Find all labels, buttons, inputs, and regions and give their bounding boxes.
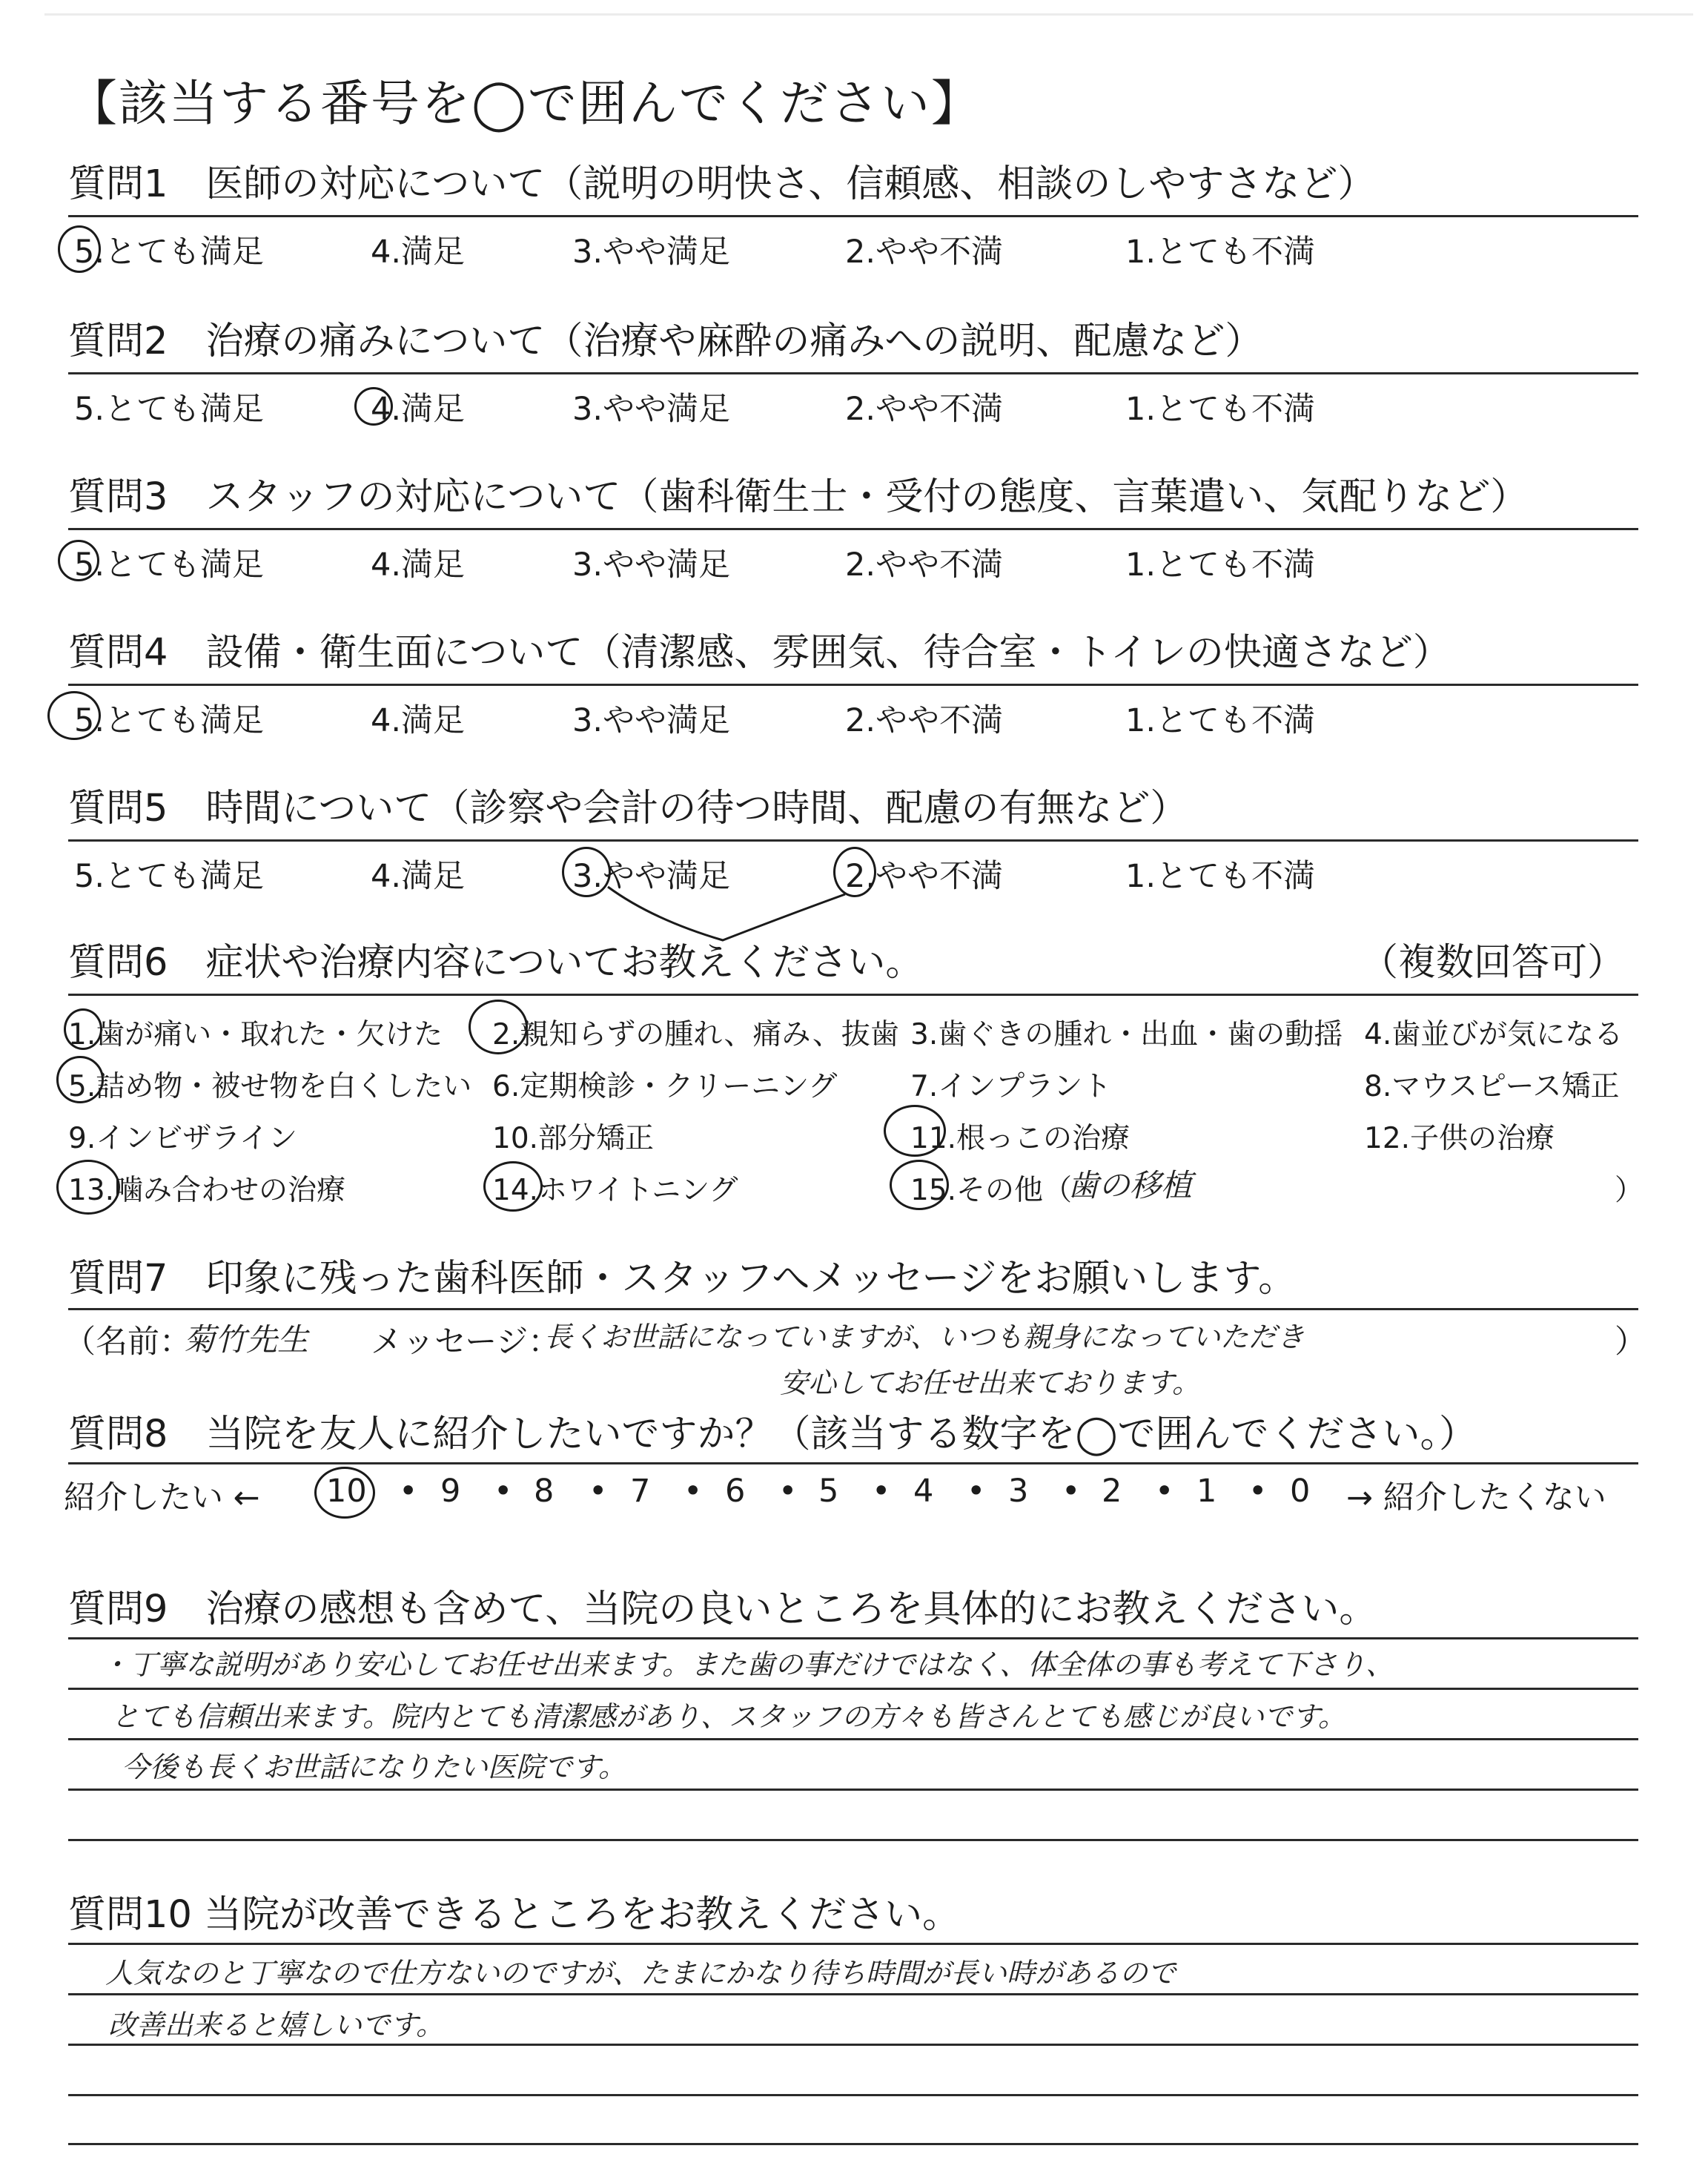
q6-item-6[interactable]: 6.定期検診・クリーニング	[492, 1070, 838, 1103]
q6-circle-13	[56, 1160, 120, 1215]
question-6	[68, 937, 1647, 989]
q8-scale-3[interactable]: 3	[1008, 1473, 1029, 1510]
q7-name-label: （名前：	[64, 1324, 191, 1361]
q8-dot: •	[589, 1473, 608, 1510]
q7-message-label: メッセージ：	[371, 1324, 560, 1361]
q8-scale-1[interactable]: 1	[1196, 1473, 1217, 1510]
top-border	[44, 13, 1693, 16]
q6-item-3[interactable]: 3.歯ぐきの腫れ・出血・歯の動揺	[910, 1018, 1343, 1051]
q8-dot: •	[399, 1473, 418, 1510]
q5-selection-circle-2	[833, 847, 876, 897]
q9-answer-line-1[interactable]: ・丁寧な説明があり安心してお任せ出来ます。また歯の事だけではなく、体全体の事も考えて下さり、	[101, 1648, 1394, 1681]
question-9	[68, 1584, 1647, 1636]
question-8	[68, 1409, 1647, 1461]
q6-item-1[interactable]: 1.歯が痛い・取れた・欠けた	[68, 1018, 443, 1051]
q8-scale-2[interactable]: 2	[1102, 1473, 1122, 1510]
question-8-rule	[68, 1462, 1638, 1464]
q2-option-4[interactable]: 4.満足	[371, 391, 466, 428]
question-3	[68, 472, 1647, 524]
question-4	[68, 627, 1647, 679]
q2-selection-circle	[354, 387, 393, 426]
q6-item-4[interactable]: 4.歯並びが気になる	[1364, 1018, 1623, 1051]
q7-close: ）	[1615, 1324, 1646, 1361]
q8-scale-4[interactable]: 4	[913, 1473, 934, 1510]
q4-option-5[interactable]: 5.とても満足	[74, 702, 265, 739]
q6-item-13[interactable]: 13.噛み合わせの治療	[68, 1174, 346, 1207]
question-6-title-text: 質問6 症状や治療内容についてお教えください。	[68, 941, 924, 985]
question-4-rule	[68, 684, 1638, 686]
q3-option-1[interactable]: 1.とても不満	[1125, 546, 1316, 584]
q5-option-5[interactable]: 5.とても満足	[74, 858, 265, 895]
q2-option-3[interactable]: 3.やや満足	[572, 391, 731, 428]
question-9-rule	[68, 1637, 1638, 1639]
q2-option-2[interactable]: 2.やや不満	[845, 391, 1004, 428]
q6-circle-11	[884, 1105, 946, 1157]
q8-selection-circle	[314, 1467, 375, 1519]
q6-other-handwritten: 歯の移植	[1068, 1167, 1193, 1203]
question-6-rule	[68, 994, 1638, 996]
q4-option-3[interactable]: 3.やや満足	[572, 702, 731, 739]
question-6-multi-note: （複数回答可）	[1360, 941, 1625, 985]
form-header: 【該当する番号を◯で囲んでください】	[68, 75, 982, 132]
q6-item-14[interactable]: 14.ホワイトニング	[492, 1174, 738, 1207]
answer-line	[68, 2094, 1638, 2096]
q6-item-8[interactable]: 8.マウスピース矯正	[1364, 1070, 1620, 1103]
question-3-rule	[68, 528, 1638, 530]
q8-scale-5[interactable]: 5	[818, 1473, 839, 1510]
q8-dot: •	[1248, 1473, 1268, 1510]
question-6-title	[68, 937, 1647, 989]
q7-name-value[interactable]: 菊竹先生	[184, 1321, 309, 1358]
q2-option-1[interactable]: 1.とても不満	[1125, 391, 1316, 428]
q9-answer-line-2[interactable]: とても信頼出来ます。院内とても清潔感があり、スタッフの方々も皆さんとても感じが良いです。	[111, 1700, 1346, 1733]
q8-scale-8[interactable]: 8	[534, 1473, 555, 1510]
q3-selection-circle	[58, 540, 99, 581]
q8-dot: •	[494, 1473, 513, 1510]
answer-line	[68, 1688, 1638, 1690]
question-10-rule	[68, 1943, 1638, 1945]
question-10	[68, 1889, 1647, 1941]
q8-dot: •	[683, 1473, 703, 1510]
q6-circle-5	[56, 1056, 104, 1103]
q5-option-3[interactable]: 3.やや満足	[572, 858, 731, 895]
question-5	[68, 783, 1647, 835]
q8-dot: •	[967, 1473, 986, 1510]
answer-line	[68, 1993, 1638, 1995]
q8-scale-10[interactable]: 10	[326, 1473, 367, 1510]
q6-item-7[interactable]: 7.インプラント	[910, 1070, 1112, 1103]
q4-option-4[interactable]: 4.満足	[371, 702, 466, 739]
q3-option-3[interactable]: 3.やや満足	[572, 546, 731, 584]
q1-option-2[interactable]: 2.やや不満	[845, 234, 1004, 271]
q2-option-5[interactable]: 5.とても満足	[74, 391, 265, 428]
answer-line	[68, 1738, 1638, 1740]
question-7-rule	[68, 1308, 1638, 1310]
q8-scale-0[interactable]: 0	[1290, 1473, 1311, 1510]
q7-message-line-1[interactable]: 長くお世話になっていますが、いつも親身になっていただき	[544, 1321, 1305, 1353]
q8-left-label: 紹介したい ←	[64, 1479, 260, 1516]
q8-dot: •	[872, 1473, 891, 1510]
q8-dot: •	[1155, 1473, 1174, 1510]
q6-item-9[interactable]: 9.インビザライン	[68, 1122, 298, 1155]
q6-item-12[interactable]: 12.子供の治療	[1364, 1122, 1555, 1155]
question-1	[68, 159, 1647, 211]
answer-line	[68, 1789, 1638, 1791]
q8-dot: •	[778, 1473, 798, 1510]
question-4-title: 質問4 設備・衛生面について（清潔感、雰囲気、待合室・トイレの快適さなど）	[68, 631, 1451, 675]
q6-item-10[interactable]: 10.部分矯正	[492, 1122, 655, 1155]
question-7	[68, 1253, 1647, 1305]
q8-scale-7[interactable]: 7	[630, 1473, 651, 1510]
q6-item-11[interactable]: 11.根っこの治療	[910, 1122, 1131, 1155]
q10-answer-line-1[interactable]: 人気なのと丁寧なので仕方ないのですが、たまにかなり待ち時間が長い時があるので	[105, 1957, 1176, 1989]
q4-selection-circle	[47, 691, 101, 740]
q5-option-4[interactable]: 4.満足	[371, 858, 466, 895]
q5-option-1[interactable]: 1.とても不満	[1125, 858, 1316, 895]
q6-item-5[interactable]: 5.詰め物・被せ物を白くしたい	[68, 1070, 472, 1103]
question-8-title: 質問8 当院を友人に紹介したいですか？（該当する数字を◯で囲んでください。）	[68, 1413, 1477, 1456]
question-7-title: 質問7 印象に残った歯科医師・スタッフへメッセージをお願いします。	[68, 1257, 1297, 1301]
q7-message-line-2[interactable]: 安心してお任せ出来ております。	[780, 1367, 1200, 1399]
question-9-title: 質問9 治療の感想も含めて、当院の良いところを具体的にお教えください。	[68, 1588, 1377, 1631]
q6-circle-1	[64, 1008, 102, 1050]
question-3-title: 質問3 スタッフの対応について（歯科衛生士・受付の態度、言葉遣い、気配りなど）	[68, 475, 1529, 519]
q6-circle-15	[890, 1160, 949, 1210]
q1-option-4[interactable]: 4.満足	[371, 234, 466, 271]
answer-line	[68, 2143, 1638, 2145]
q8-dot: •	[1062, 1473, 1081, 1510]
q6-circle-14	[483, 1161, 543, 1212]
q6-item-2[interactable]: 2.親知らずの腫れ、痛み、抜歯	[492, 1018, 899, 1051]
q3-option-4[interactable]: 4.満足	[371, 546, 466, 584]
question-10-title: 質問10 当院が改善できるところをお教えください。	[68, 1893, 961, 1937]
q10-answer-line-2[interactable]: 改善出来ると嬉しいです。	[108, 2009, 444, 2041]
q4-option-1[interactable]: 1.とても不満	[1125, 702, 1316, 739]
q5-selection-circle-3	[562, 847, 611, 897]
q3-option-5[interactable]: 5.とても満足	[74, 546, 265, 584]
q6-item-15[interactable]: 15.その他（	[910, 1174, 1073, 1207]
question-2	[68, 316, 1647, 368]
q6-circle-2	[469, 1000, 528, 1054]
answer-line	[68, 1839, 1638, 1841]
q1-selection-circle	[58, 225, 101, 273]
answer-line	[68, 2044, 1638, 2046]
question-5-title: 質問5 時間について（診察や会計の待つ時間、配慮の有無など）	[68, 787, 1188, 830]
q1-option-3[interactable]: 3.やや満足	[572, 234, 731, 271]
question-1-title: 質問1 医師の対応について（説明の明快さ、信頼感、相談のしやすさなど）	[68, 162, 1376, 206]
question-2-title: 質問2 治療の痛みについて（治療や麻酔の痛みへの説明、配慮など）	[68, 320, 1263, 363]
q3-option-2[interactable]: 2.やや不満	[845, 546, 1004, 584]
q9-answer-line-3[interactable]: 今後も長くお世話になりたい医院です。	[122, 1751, 626, 1783]
q1-option-5[interactable]: 5.とても満足	[74, 234, 265, 271]
q8-scale-9[interactable]: 9	[440, 1473, 461, 1510]
question-5-rule	[68, 839, 1638, 842]
question-1-rule	[68, 215, 1638, 217]
q5-option-2[interactable]: 2.やや不満	[845, 858, 1004, 895]
q4-option-2[interactable]: 2.やや不満	[845, 702, 1004, 739]
q6-other-close: ）	[1615, 1174, 1644, 1207]
question-2-rule	[68, 372, 1638, 374]
q8-scale-6[interactable]: 6	[725, 1473, 746, 1510]
q8-right-label: → 紹介したくない	[1346, 1479, 1606, 1516]
q1-option-1[interactable]: 1.とても不満	[1125, 234, 1316, 271]
